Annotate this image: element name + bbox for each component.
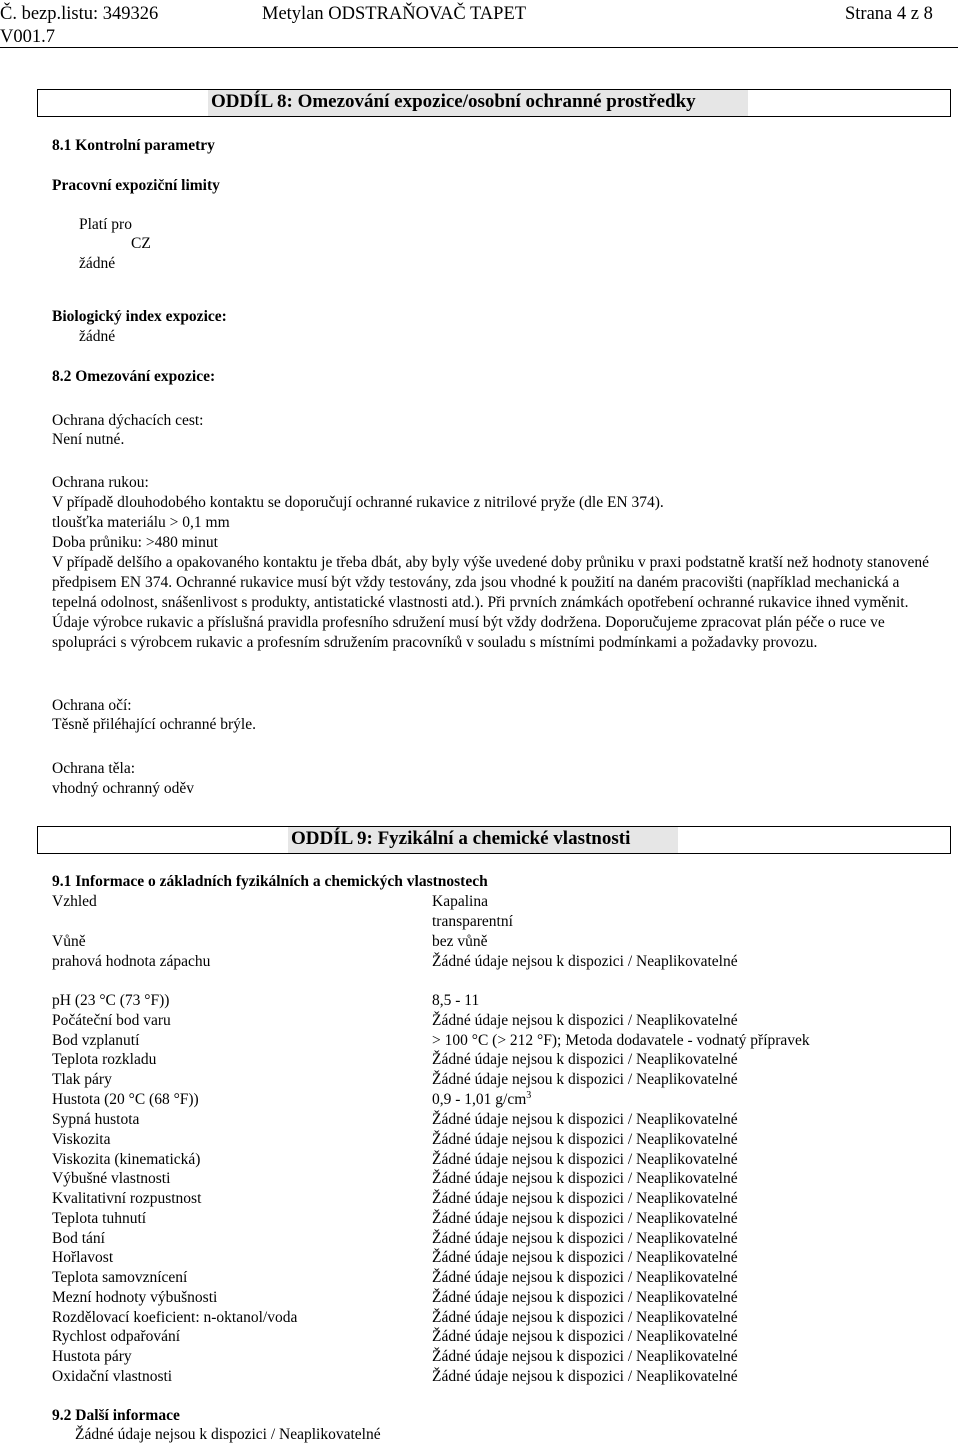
flash-value: > 100 °C (> 212 °F); Metoda dodavatele - vodnatý přípravek [432, 1032, 810, 1049]
property-value: Žádné údaje nejsou k dispozici / Neaplikovatelné [432, 1348, 738, 1365]
property-label: Viskozita [52, 1131, 111, 1148]
header-divider [0, 47, 958, 48]
section-8-title: ODDÍL 8: Omezování expozice/osobní ochranné prostředky [211, 91, 696, 112]
bio-index-value: žádné [79, 328, 116, 345]
property-value: Žádné údaje nejsou k dispozici / Neaplikovatelné [432, 1151, 738, 1168]
heading-8-1: 8.1 Kontrolní parametry [52, 137, 215, 154]
density-label: Hustota (20 °C (68 °F)) [52, 1091, 199, 1108]
property-label: Oxidační vlastnosti [52, 1368, 173, 1385]
property-label: Teplota tuhnutí [52, 1210, 147, 1227]
further-info-value: Žádné údaje nejsou k dispozici / Neaplikovatelné [75, 1426, 381, 1443]
property-label: Teplota samovznícení [52, 1269, 188, 1286]
hands-line-3: Doba průniku: >480 minut [52, 534, 218, 551]
body-label: Ochrana těla: [52, 760, 136, 777]
boiling-value: Žádné údaje nejsou k dispozici / Neaplikovatelné [432, 1012, 738, 1029]
respiratory-label: Ochrana dýchacích cest: [52, 412, 204, 429]
density-value [432, 1091, 531, 1110]
property-value: Žádné údaje nejsou k dispozici / Neaplikovatelné [432, 1170, 738, 1187]
vapor-pressure-label: Tlak páry [52, 1071, 112, 1088]
property-label: Výbušné vlastnosti [52, 1170, 171, 1187]
density-sup: 3 [526, 1089, 532, 1101]
valid-for-label: Platí pro [79, 216, 132, 233]
hands-label: Ochrana rukou: [52, 474, 149, 491]
boiling-label: Počáteční bod varu [52, 1012, 171, 1029]
odor-label: Vůně [52, 933, 86, 950]
odor-threshold-value: Žádné údaje nejsou k dispozici / Neaplikovatelné [432, 953, 738, 970]
property-value: Žádné údaje nejsou k dispozici / Neaplikovatelné [432, 1131, 738, 1148]
appearance-value-1: Kapalina [432, 893, 488, 910]
respiratory-value: Není nutné. [52, 431, 125, 448]
hands-line-1: V případě dlouhodobého kontaktu se doporučují ochranné rukavice z nitrilové pryže (dle EN 374). [52, 494, 664, 511]
eyes-value: Těsně přiléhající ochranné brýle. [52, 716, 256, 733]
odor-threshold-label: prahová hodnota zápachu [52, 953, 211, 970]
property-value: Žádné údaje nejsou k dispozici / Neaplikovatelné [432, 1190, 738, 1207]
sheet-number: Č. bezp.listu: 349326 [0, 4, 159, 24]
property-value: Žádné údaje nejsou k dispozici / Neaplikovatelné [432, 1368, 738, 1385]
work-limits-heading: Pracovní expoziční limity [52, 177, 220, 194]
heading-9-1: 9.1 Informace o základních fyzikálních a chemických vlastnostech [52, 873, 488, 890]
decomp-label: Teplota rozkladu [52, 1051, 157, 1068]
vapor-pressure-value: Žádné údaje nejsou k dispozici / Neaplikovatelné [432, 1071, 738, 1088]
property-value: Žádné údaje nejsou k dispozici / Neaplikovatelné [432, 1210, 738, 1227]
property-value: Žádné údaje nejsou k dispozici / Neaplikovatelné [432, 1249, 738, 1266]
ph-value: 8,5 - 11 [432, 992, 480, 1009]
property-label: Rozdělovací koeficient: n-oktanol/voda [52, 1309, 298, 1326]
property-value: Žádné údaje nejsou k dispozici / Neaplikovatelné [432, 1289, 738, 1306]
density-value-text: 0,9 - 1,01 g/cm [432, 1091, 527, 1108]
version: V001.7 [0, 27, 55, 47]
property-label: Hořlavost [52, 1249, 114, 1266]
property-value: Žádné údaje nejsou k dispozici / Neaplikovatelné [432, 1111, 738, 1128]
appearance-value-2: transparentní [432, 913, 513, 930]
property-value: Žádné údaje nejsou k dispozici / Neaplikovatelné [432, 1309, 738, 1326]
odor-value: bez vůně [432, 933, 488, 950]
section-9-title: ODDÍL 9: Fyzikální a chemické vlastnosti [291, 828, 631, 849]
hands-line-2: tloušťka materiálu > 0,1 mm [52, 514, 230, 531]
body-value: vhodný ochranný oděv [52, 780, 195, 797]
eyes-label: Ochrana očí: [52, 697, 132, 714]
property-value: Žádné údaje nejsou k dispozici / Neaplikovatelné [432, 1328, 738, 1345]
page-number: Strana 4 z 8 [845, 4, 933, 24]
flash-label: Bod vzplanutí [52, 1032, 140, 1049]
heading-8-2: 8.2 Omezování expozice: [52, 368, 216, 385]
property-label: Viskozita (kinematická) [52, 1151, 201, 1168]
property-label: Rychlost odpařování [52, 1328, 181, 1345]
work-limits-value: žádné [79, 255, 116, 272]
product-name: Metylan ODSTRAŇOVAČ TAPET [262, 4, 527, 24]
decomp-value: Žádné údaje nejsou k dispozici / Neaplikovatelné [432, 1051, 738, 1068]
heading-9-2: 9.2 Další informace [52, 1407, 180, 1424]
country-code: CZ [131, 235, 151, 252]
property-label: Sypná hustota [52, 1111, 140, 1128]
bio-index-heading: Biologický index expozice: [52, 308, 227, 325]
hands-paragraph: V případě delšího a opakovaného kontaktu je třeba dbát, aby byly výše uvedené doby průniku v praxi podstatně kratší než hodnoty stanovené předpisem EN 374. Ochranné rukavice musí být vždy testovány, zda jsou vhodné k použití na daném pracovišti (například mechanická a tepelná odolnost, snášenlivost s produkty, antistatické vlastnosti atd.). Při prvních známkách opotřebení ochranné rukavice ihned vyměnit. Údaje výrobce rukavic a příslušná pravidla profesního sdružení musí být vždy dodržena. Doporučujeme zpracovat plán péče o ruce ve spolupráci s výrobcem rukavic a profesním sdružením pracovníků v souladu s místními podmínkami a požadavky provozu. [52, 554, 929, 651]
property-label: Hustota páry [52, 1348, 132, 1365]
appearance-label: Vzhled [52, 893, 97, 910]
property-label: Mezní hodnoty výbušnosti [52, 1289, 218, 1306]
property-value: Žádné údaje nejsou k dispozici / Neaplikovatelné [432, 1230, 738, 1247]
property-label: Bod tání [52, 1230, 105, 1247]
property-value: Žádné údaje nejsou k dispozici / Neaplikovatelné [432, 1269, 738, 1286]
property-label: Kvalitativní rozpustnost [52, 1190, 202, 1207]
ph-label: pH (23 °C (73 °F)) [52, 992, 170, 1009]
